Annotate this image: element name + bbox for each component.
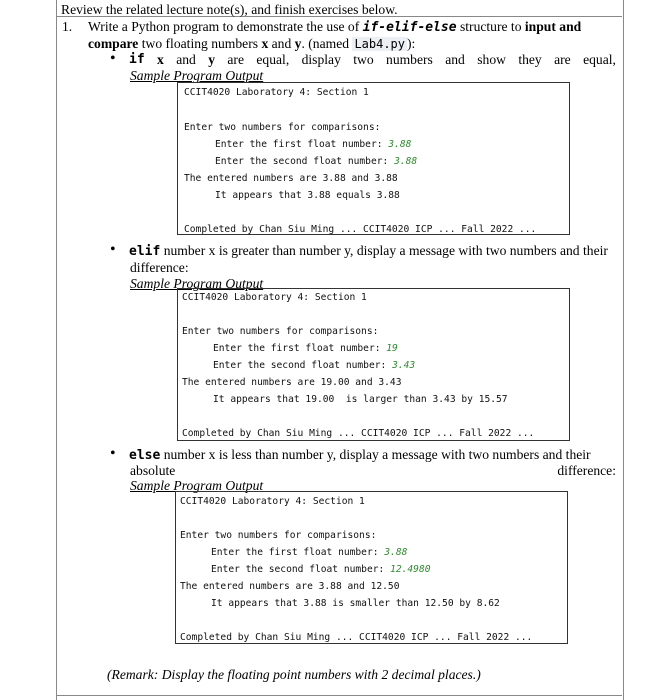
second-input-value: 12.4980 [390,564,431,575]
table-rule-bottom [56,695,622,696]
output-second-input: Enter the second float number: 3.88 [215,156,418,167]
bullet-else-line-1: else number x is less than number y, display a message with two numbers and their [129,447,591,463]
if-elif-else-keyword: if-elif-else [362,20,457,35]
output-footer: Completed by Chan Siu Ming ... CCIT4020 ICP ... Fall 2022 ... [184,224,537,235]
output-first-input: Enter the first float number: 3.88 [211,547,408,558]
first-input-value: 19 [386,343,398,354]
question-line-1: Write a Python program to demonstrate the use of if-elif-else structure to input and [88,19,582,35]
output-result-line: It appears that 3.88 is smaller than 12.50 by 8.62 [211,598,500,609]
bullet-dot: • [110,445,116,462]
elif-keyword: elif [129,244,161,259]
output-entered-line: The entered numbers are 3.88 and 3.88 [184,173,398,184]
bullet-else-line-2: absolute difference: [130,463,616,478]
output-footer: Completed by Chan Siu Ming ... CCIT4020 ICP ... Fall 2022 ... [182,428,535,439]
sample-output-caption: Sample Program Output [130,478,264,493]
output-header: CCIT4020 Laboratory 4: Section 1 [180,496,365,507]
output-first-input: Enter the first float number: 3.88 [215,139,412,150]
output-entered-line: The entered numbers are 3.88 and 12.50 [180,581,400,592]
output-header: CCIT4020 Laboratory 4: Section 1 [184,87,369,98]
first-input-value: 3.88 [384,547,408,558]
bullet-elif-line-1: elif number x is greater than number y, display a message with two numbers and their [129,243,608,259]
output-header: CCIT4020 Laboratory 4: Section 1 [182,292,367,303]
output-second-input: Enter the second float number: 12.4980 [211,564,431,575]
intro-text: Review the related lecture note(s), and finish exercises below. [61,2,398,17]
sample-output-caption: Sample Program Output [130,68,264,83]
second-input-value: 3.88 [394,156,418,167]
output-second-input: Enter the second float number: 3.43 [213,360,416,371]
output-footer: Completed by Chan Siu Ming ... CCIT4020 ICP ... Fall 2022 ... [180,632,533,643]
output-result-line: It appears that 3.88 equals 3.88 [215,190,400,201]
second-input-value: 3.43 [392,360,416,371]
sample-output-box [175,491,568,644]
output-first-input: Enter the first float number: 19 [213,343,398,354]
if-keyword: if [129,52,145,67]
sample-output-box [177,288,570,441]
output-entered-line: The entered numbers are 19.00 and 3.43 [182,377,402,388]
filename: Lab4.py [354,37,406,51]
first-input-value: 3.88 [388,139,412,150]
bullet-dot: • [110,241,116,258]
sample-output-caption: Sample Program Output [130,276,264,291]
output-prompt: Enter two numbers for comparisons: [182,326,379,337]
question-line-2: compare two floating numbers x and y. (named Lab4.py ): [88,36,416,51]
else-keyword: else [129,448,161,463]
output-prompt: Enter two numbers for comparisons: [184,122,381,133]
output-prompt: Enter two numbers for comparisons: [180,530,377,541]
remark-text: (Remark: Display the floating point numbers with 2 decimal places.) [107,667,481,682]
bullet-dot: • [110,50,116,67]
question-number: 1. [62,19,73,34]
bullet-if-text: if x and y are equal, display two numbers and show they are equal, [129,52,616,67]
sample-output-box [177,82,570,235]
output-result-line: It appears that 19.00 is larger than 3.43 by 15.57 [213,394,508,405]
bullet-elif-line-2: difference: [130,260,189,275]
